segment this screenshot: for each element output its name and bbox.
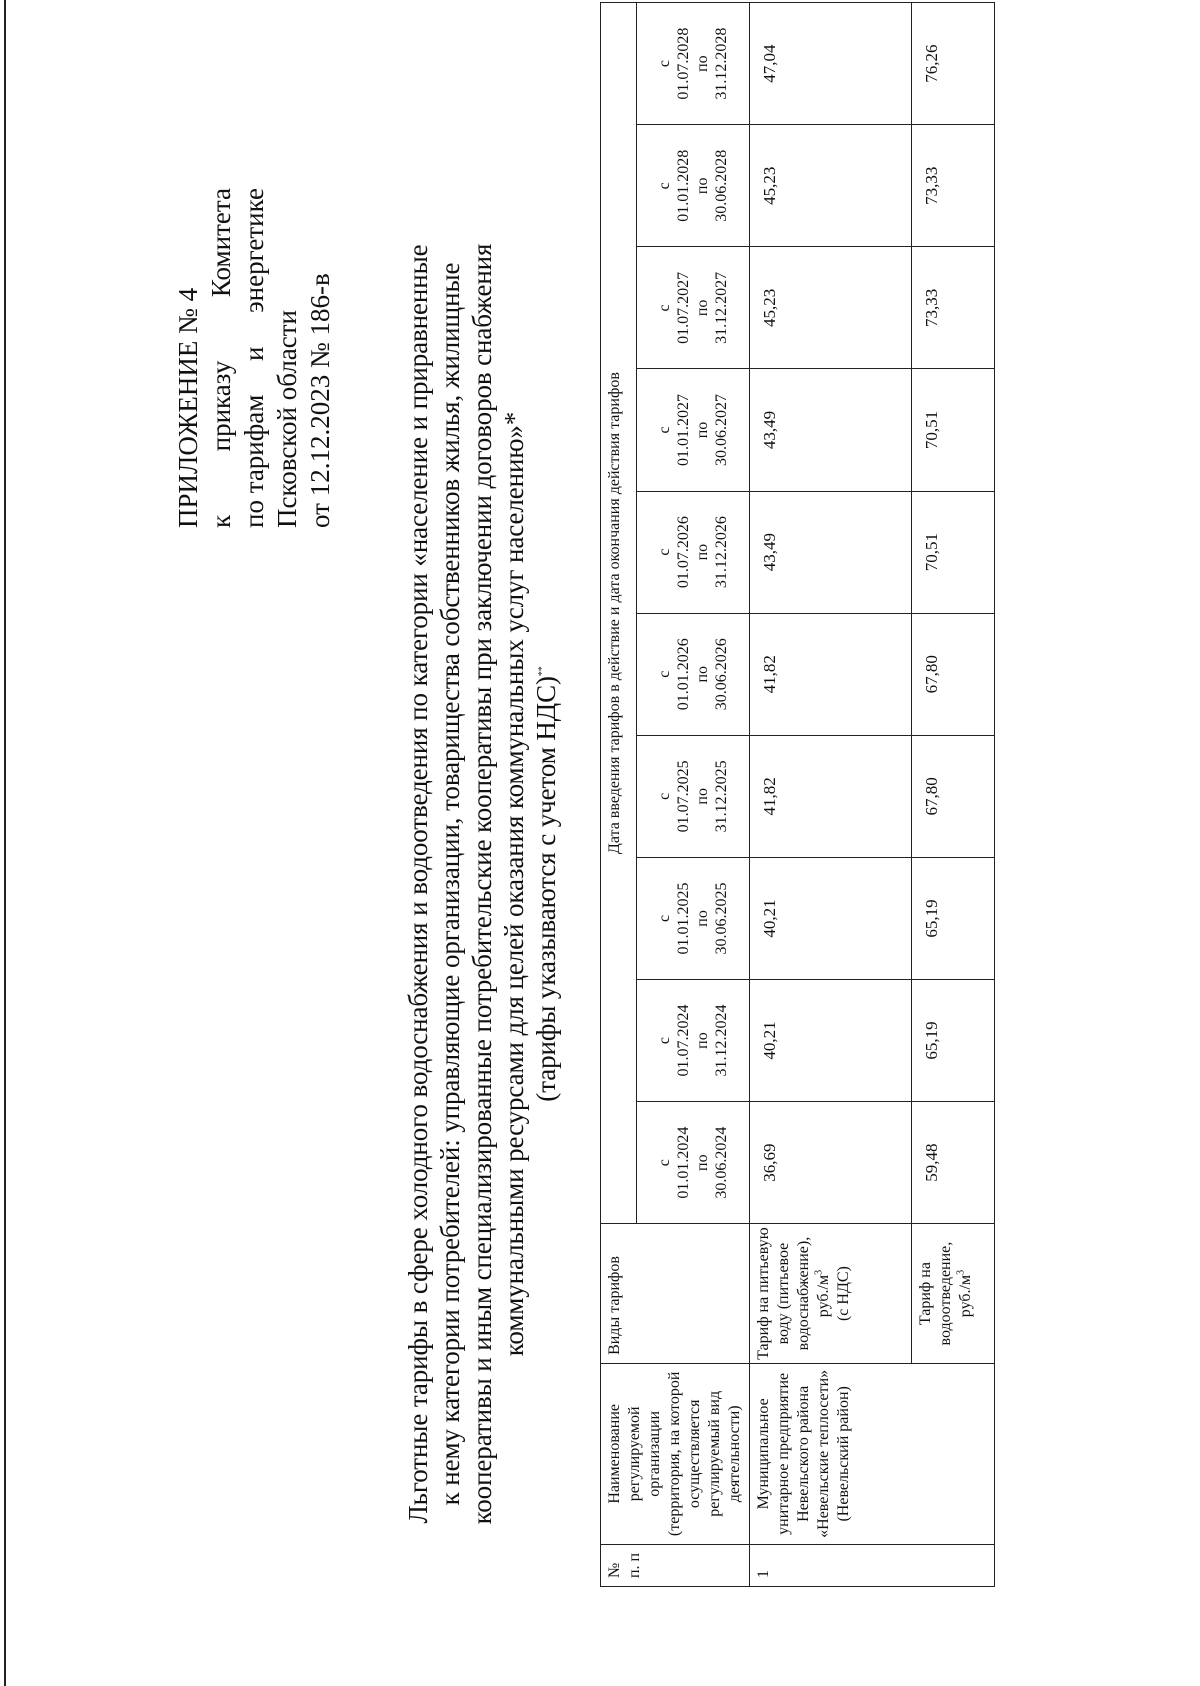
title-vat-note: (тарифы указываются с учетом НДС)	[531, 676, 561, 1102]
period-start: 01.07.2025	[675, 760, 693, 833]
table-row-water	[750, 3, 912, 1587]
period-start: 01.01.2028	[675, 149, 693, 222]
period-end: 30.06.2028	[713, 149, 731, 222]
period-cell	[637, 3, 750, 125]
period-from: с	[656, 1159, 674, 1167]
sewer-value-cell: 65,19	[912, 857, 995, 979]
period-start: 01.07.2028	[675, 27, 693, 100]
sewer-tariff-label: Тариф на водоотведение, руб./м	[917, 1241, 974, 1346]
water-value-cell: 45,23	[750, 247, 912, 369]
sewer-unit-sup: 3	[955, 1269, 967, 1275]
period-to: по	[694, 421, 712, 439]
row-number: 1	[750, 1544, 995, 1586]
sewer-value-cell: 70,51	[912, 369, 995, 491]
period-to: по	[694, 1154, 712, 1171]
period-cell	[637, 735, 750, 857]
period-from: с	[656, 670, 674, 678]
water-value-cell: 43,49	[750, 369, 912, 491]
appendix-title: ПРИЛОЖЕНИЕ № 4	[173, 287, 203, 528]
title-line-1: Льготные тарифы в сфере холодного водоснабжения и водоотведения по категории «население и приравненные	[403, 244, 433, 1524]
table-row-sewer	[912, 3, 995, 1587]
period-to: по	[694, 665, 712, 683]
period-from: с	[656, 1036, 674, 1045]
period-cell	[637, 613, 750, 735]
period-end: 31.12.2026	[713, 516, 731, 589]
appendix-line-3	[238, 188, 271, 528]
period-cell	[637, 979, 750, 1101]
water-value-cell: 41,82	[750, 613, 912, 735]
title-line-5	[530, 174, 562, 1594]
period-to: по	[694, 55, 712, 72]
period-end: 31.12.2028	[713, 27, 731, 100]
header-num: № п. п	[601, 1544, 750, 1586]
water-value-cell: 47,04	[750, 3, 912, 125]
sewer-value-cell: 70,51	[912, 491, 995, 613]
period-cell	[637, 491, 750, 613]
title-line-4: коммунальными ресурсами для целей оказания коммунальных услуг населению»*	[499, 411, 529, 1357]
period-from: с	[656, 426, 674, 434]
header-organization: Наименование регулируемой организации (территория, на которой осуществляется регулируемый вид деятельности)	[601, 1363, 750, 1544]
period-to: по	[694, 788, 712, 805]
period-end: 30.06.2026	[713, 638, 731, 711]
period-to: по	[694, 910, 712, 927]
document-title	[402, 174, 562, 1594]
period-to: по	[694, 299, 712, 317]
period-start: 01.01.2027	[675, 394, 693, 466]
water-value-cell: 36,69	[750, 1102, 912, 1224]
period-end: 30.06.2024	[713, 1126, 731, 1199]
sewer-value-cell: 76,26	[912, 3, 995, 125]
appendix-line-2	[205, 188, 238, 528]
sewer-value-cell: 67,80	[912, 735, 995, 857]
header-row	[601, 3, 637, 1587]
period-start: 01.07.2024	[675, 1004, 693, 1077]
appendix-energy: энергетике	[239, 188, 269, 313]
period-cell	[637, 125, 750, 247]
appendix-k: к	[206, 514, 236, 528]
title-footnote-mark: **	[537, 666, 548, 677]
appendix-committee: Комитета	[206, 188, 236, 298]
period-start: 01.01.2026	[675, 638, 693, 711]
header-dates: Дата введения тарифов в действие и дата окончания действия тарифов	[601, 3, 637, 1224]
period-from: с	[656, 304, 674, 312]
period-from: с	[656, 914, 674, 922]
appendix-order: приказу	[206, 360, 236, 452]
period-to: по	[694, 1032, 712, 1049]
period-from: с	[656, 60, 674, 68]
header-tariff-types: Виды тарифов	[601, 1224, 750, 1364]
title-line-2: к нему категории потребителей: управляющие организации, товарищества собственников жилья, жилищные	[435, 262, 465, 1506]
appendix-header	[172, 108, 337, 528]
period-start: 01.07.2027	[675, 271, 693, 344]
period-end: 30.06.2027	[713, 394, 731, 466]
period-start: 01.01.2024	[675, 1126, 693, 1199]
period-cell	[637, 369, 750, 491]
appendix-and: и	[239, 346, 269, 362]
sewer-value-cell: 67,80	[912, 613, 995, 735]
period-from: с	[656, 792, 674, 800]
period-from: с	[656, 548, 674, 556]
sewer-value-cell: 73,33	[912, 125, 995, 247]
period-cell	[637, 857, 750, 979]
appendix-region: Псковской области	[272, 309, 302, 528]
period-end: 30.06.2025	[713, 882, 731, 955]
water-tariff-label: Тариф на питьевую воду (питьевое водоснабжение), руб./м	[755, 1227, 832, 1360]
period-start: 01.07.2026	[675, 516, 693, 589]
water-vat-label: (с НДС)	[835, 1266, 852, 1322]
water-tariff-type	[750, 1224, 912, 1364]
period-to: по	[694, 177, 712, 195]
water-value-cell: 40,21	[750, 979, 912, 1101]
sewer-value-cell: 73,33	[912, 247, 995, 369]
period-end: 31.12.2025	[713, 760, 731, 833]
sewer-value-cell: 59,48	[912, 1102, 995, 1224]
organization-name: Муниципальное унитарное предприятие Невельского района «Невельские теплосети» (Невельский район)	[750, 1363, 995, 1544]
water-value-cell: 40,21	[750, 857, 912, 979]
period-from: с	[656, 182, 674, 190]
water-unit-sup: 3	[813, 1269, 825, 1275]
period-cell	[637, 1102, 750, 1224]
period-to: по	[694, 543, 712, 561]
period-start: 01.01.2025	[675, 882, 693, 955]
period-end: 31.12.2024	[713, 1004, 731, 1077]
sewer-value-cell: 65,19	[912, 979, 995, 1101]
sewer-tariff-type	[912, 1224, 995, 1364]
period-cell	[637, 247, 750, 369]
water-value-cell: 45,23	[750, 125, 912, 247]
appendix-date-number: от 12.12.2023 № 186-в	[305, 273, 335, 528]
period-end: 31.12.2027	[713, 271, 731, 344]
tariff-table	[600, 2, 995, 1587]
appendix-tariffs: по тарифам	[239, 394, 269, 528]
title-line-3: кооперативы и иным специализированные потребительские кооперативы при заключении договоров снабжения	[467, 243, 497, 1525]
water-value-cell: 41,82	[750, 735, 912, 857]
water-value-cell: 43,49	[750, 491, 912, 613]
